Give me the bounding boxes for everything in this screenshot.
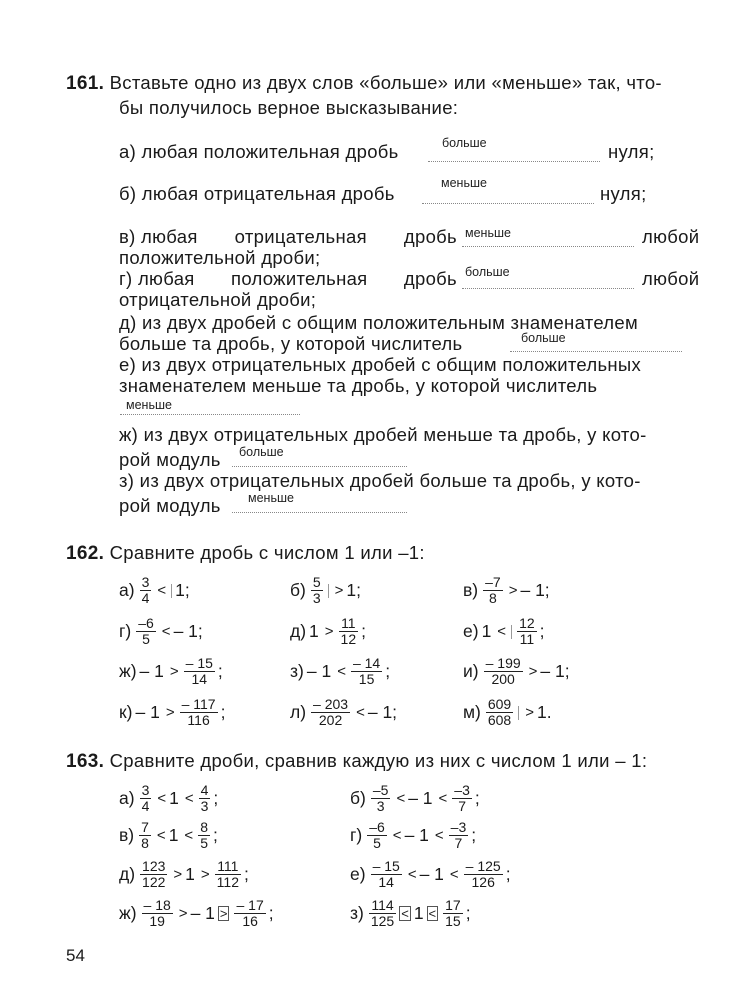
task-161a-text: а) любая положительная дробь xyxy=(119,141,399,162)
fraction xyxy=(136,616,156,647)
task-163-title: Сравните дроби, сравнив каждую из них с числом 1 или – 1: xyxy=(109,750,648,771)
pencil-mark xyxy=(171,584,172,598)
answer-sign: < xyxy=(396,790,406,807)
item-label: м) xyxy=(463,702,481,722)
answer-sign: > xyxy=(165,704,175,721)
denominator: 15 xyxy=(358,671,375,687)
numerator: – 17 xyxy=(236,897,264,913)
numerator: 5 xyxy=(312,574,321,590)
punct: ; xyxy=(465,903,471,923)
task-161z-answer: меньше xyxy=(248,491,294,505)
numerator: – 18 xyxy=(143,897,171,913)
task-161b-end: нуля; xyxy=(600,183,647,204)
task-161v-line1 xyxy=(119,226,457,248)
numerator: –6 xyxy=(138,615,154,631)
task-161a-blank xyxy=(428,161,600,162)
answer-sign: > xyxy=(200,866,210,883)
fraction xyxy=(484,656,523,687)
fraction xyxy=(517,616,537,647)
lhs: 1 xyxy=(309,621,319,641)
fraction xyxy=(449,820,469,851)
task-163b xyxy=(350,783,483,814)
middle: 1 xyxy=(185,864,195,884)
answer-sign: > xyxy=(334,582,344,599)
answer-sign: < xyxy=(337,663,346,680)
punct: ; xyxy=(471,825,477,845)
numerator: 17 xyxy=(445,897,461,913)
punct: ; xyxy=(268,903,274,923)
word: дробь xyxy=(403,268,457,289)
task-162m xyxy=(463,697,555,728)
rhs: – 1; xyxy=(367,702,398,722)
rhs: – 1; xyxy=(540,661,570,681)
task-161z-line1: з) из двух отрицательных дробей больше та дробь, у кото- xyxy=(119,470,641,491)
task-161zh-line1: ж) из двух отрицательных дробей меньше та дробь, у кото- xyxy=(119,424,647,445)
item-label: ж) xyxy=(119,903,137,923)
denominator: 7 xyxy=(454,835,463,851)
lhs: 1 xyxy=(481,621,492,641)
punct: ; xyxy=(539,621,545,641)
task-162l xyxy=(290,697,400,728)
fraction xyxy=(199,783,211,814)
task-162e xyxy=(463,616,548,647)
item-label: з) xyxy=(350,903,364,923)
fraction xyxy=(184,656,215,687)
task-161g-end: любой xyxy=(642,268,700,289)
punct: ; xyxy=(217,661,223,681)
lhs: – 1 xyxy=(306,661,332,681)
item-label: б) xyxy=(290,580,306,600)
denominator: 8 xyxy=(141,835,149,851)
denominator: 19 xyxy=(149,913,165,929)
numerator: –6 xyxy=(369,819,385,835)
punct: ; xyxy=(361,621,366,641)
item-label: л) xyxy=(290,702,307,722)
middle: 1 xyxy=(169,788,179,808)
fraction xyxy=(215,859,241,890)
task-161d-line2: больше та дробь, у которой числитель xyxy=(119,333,463,354)
numerator: 114 xyxy=(369,898,396,914)
task-162v xyxy=(463,575,553,606)
numerator: 8 xyxy=(200,819,208,835)
task-163-header xyxy=(66,750,647,773)
denominator: 15 xyxy=(445,913,461,929)
answer-sign: > xyxy=(525,704,534,721)
item-label: и) xyxy=(463,661,479,681)
word: положительная xyxy=(231,268,368,289)
fraction xyxy=(483,575,503,606)
task-161-intro-line1 xyxy=(66,72,662,95)
answer-sign: < xyxy=(449,866,459,883)
task-161v-end: любой xyxy=(642,226,700,247)
fraction xyxy=(140,783,152,814)
task-161z-line2: рой модуль xyxy=(119,495,221,516)
fraction xyxy=(486,697,513,728)
denominator: 4 xyxy=(141,798,150,814)
fraction xyxy=(367,820,387,851)
fraction xyxy=(140,859,167,890)
answer-sign-boxed: < xyxy=(428,906,437,921)
numerator: –3 xyxy=(454,782,470,798)
numerator: 609 xyxy=(487,696,512,712)
task-162z xyxy=(290,656,393,687)
fraction xyxy=(371,859,402,890)
task-161v-line2: положительной дроби; xyxy=(119,247,321,268)
answer-sign: < xyxy=(407,866,417,883)
task-162k xyxy=(119,697,228,728)
task-161e-line2: знаменателем меньше та дробь, у которой числитель xyxy=(119,375,598,396)
item-label: г) xyxy=(119,621,132,641)
numerator: – 15 xyxy=(185,655,213,671)
item-label: к) xyxy=(119,702,133,722)
numerator: – 125 xyxy=(465,858,501,874)
answer-sign: < xyxy=(157,790,167,807)
denominator: 608 xyxy=(487,712,512,728)
denominator: 5 xyxy=(373,835,381,851)
fraction xyxy=(311,575,323,606)
answer-sign-boxed: < xyxy=(401,906,409,921)
pencil-mark xyxy=(328,584,329,598)
numerator: 3 xyxy=(141,574,150,590)
task-161e-blank xyxy=(120,414,300,415)
task-161g-blank xyxy=(462,288,634,289)
task-162b xyxy=(290,575,364,606)
denominator: 112 xyxy=(216,874,239,890)
page-number: 54 xyxy=(66,946,85,965)
task-161e-answer: меньше xyxy=(126,398,172,412)
rhs: – 1; xyxy=(173,621,203,641)
task-161a-end: нуля; xyxy=(608,141,655,162)
denominator: 11 xyxy=(519,631,535,647)
task-161d-blank xyxy=(510,351,682,352)
fraction xyxy=(339,616,359,647)
numerator: 7 xyxy=(141,819,149,835)
numerator: 111 xyxy=(215,859,241,875)
denominator: 5 xyxy=(200,835,208,851)
numerator: – 14 xyxy=(352,655,381,671)
item-label: а) xyxy=(119,788,135,808)
numerator: 12 xyxy=(519,615,535,631)
answer-sign: < xyxy=(184,790,194,807)
answer-sign: < xyxy=(157,582,167,599)
numerator: 11 xyxy=(339,616,359,632)
task-161a-answer: больше xyxy=(442,136,487,150)
task-163d xyxy=(119,859,252,890)
answer-sign: < xyxy=(392,827,402,844)
item-label: е) xyxy=(350,864,366,884)
fraction xyxy=(234,898,265,929)
item-label: ж) xyxy=(119,661,137,681)
fraction xyxy=(351,656,382,687)
item-label: е) xyxy=(463,621,479,641)
numerator: 3 xyxy=(141,782,150,798)
middle: 1 xyxy=(413,903,424,923)
task-161v-blank xyxy=(462,246,634,247)
fraction xyxy=(142,898,173,929)
denominator: 8 xyxy=(489,590,497,606)
answer-sign: > xyxy=(169,663,179,680)
middle: – 1 xyxy=(419,864,444,884)
denominator: 122 xyxy=(142,874,166,890)
task-161-number: 161. xyxy=(66,73,105,94)
lhs: – 1 xyxy=(135,702,160,722)
task-162zh xyxy=(119,656,226,687)
answer-sign: > xyxy=(178,905,188,922)
task-162d xyxy=(290,616,369,647)
fraction xyxy=(369,898,396,929)
task-163g xyxy=(350,820,479,851)
middle: 1 xyxy=(168,825,179,845)
numerator: – 117 xyxy=(181,696,216,712)
item-label: д) xyxy=(119,864,136,884)
denominator: 14 xyxy=(378,874,394,890)
numerator: 4 xyxy=(200,782,209,798)
denominator: 116 xyxy=(187,712,210,728)
answer-sign: > xyxy=(324,623,334,640)
task-161b-text: б) любая отрицательная дробь xyxy=(119,183,395,204)
task-161z-blank xyxy=(232,512,407,513)
punct: ; xyxy=(385,661,391,681)
task-161e-line1: е) из двух отрицательных дробей с общим положительных xyxy=(119,354,642,375)
denominator: 3 xyxy=(376,798,385,814)
answer-sign: < xyxy=(184,827,194,844)
task-161g-answer: больше xyxy=(465,265,510,279)
task-162-title: Сравните дробь с числом 1 или –1: xyxy=(109,542,425,563)
task-163a xyxy=(119,783,221,814)
denominator: 4 xyxy=(141,590,150,606)
fraction xyxy=(311,697,350,728)
denominator: 16 xyxy=(242,913,258,929)
task-161zh-blank xyxy=(232,466,407,467)
punct: ; xyxy=(213,788,219,808)
task-161-intro-line2: бы получилось верное высказывание: xyxy=(119,97,459,118)
item-label: б) xyxy=(350,788,366,808)
task-162-number: 162. xyxy=(66,543,105,564)
numerator: 123 xyxy=(142,858,166,874)
rhs: 1; xyxy=(346,580,362,600)
task-162g xyxy=(119,616,206,647)
numerator: – 203 xyxy=(313,696,349,712)
item-label: в) xyxy=(119,825,135,845)
item-label: д) xyxy=(290,621,307,641)
word: г) любая xyxy=(119,268,195,289)
answer-sign: > xyxy=(508,582,518,599)
fraction xyxy=(198,820,210,851)
middle: – 1 xyxy=(408,788,433,808)
task-161b-answer: меньше xyxy=(441,176,487,190)
answer-sign: < xyxy=(161,623,171,640)
fraction xyxy=(140,575,152,606)
task-163e xyxy=(350,859,514,890)
fraction xyxy=(443,898,463,929)
answer-sign: < xyxy=(497,623,507,640)
denominator: 202 xyxy=(318,712,343,728)
punct: ; xyxy=(505,864,511,884)
task-163v xyxy=(119,820,221,851)
task-163-number: 163. xyxy=(66,751,105,772)
denominator: 200 xyxy=(491,671,515,687)
fraction xyxy=(180,697,218,728)
denominator: 126 xyxy=(471,874,495,890)
denominator: 3 xyxy=(312,590,321,606)
answer-sign: < xyxy=(156,827,166,844)
word: отрицательная xyxy=(234,226,367,247)
middle: – 1 xyxy=(190,903,215,923)
task-161zh-answer: больше xyxy=(239,445,284,459)
denominator: 3 xyxy=(200,798,209,814)
answer-sign: < xyxy=(356,704,365,721)
fraction xyxy=(464,859,503,890)
punct: ; xyxy=(244,864,249,884)
word: дробь xyxy=(403,226,457,247)
task-162a xyxy=(119,575,193,606)
fraction xyxy=(452,783,472,814)
punct: ; xyxy=(212,825,218,845)
task-161zh-line2: рой модуль xyxy=(119,449,221,470)
denominator: 12 xyxy=(340,631,357,647)
punct: ; xyxy=(474,788,480,808)
denominator: 125 xyxy=(370,913,395,929)
pencil-mark xyxy=(518,706,519,720)
task-161d-line1: д) из двух дробей с общим положительным знаменателем xyxy=(119,312,638,333)
numerator: – 15 xyxy=(372,858,400,874)
numerator: –7 xyxy=(485,574,501,590)
item-label: а) xyxy=(119,580,135,600)
answer-sign: > xyxy=(173,866,183,883)
numerator: – 199 xyxy=(485,655,521,671)
denominator: 14 xyxy=(191,671,208,687)
answer-sign-boxed: > xyxy=(219,906,228,921)
denominator: 7 xyxy=(458,798,466,814)
fraction xyxy=(139,820,151,851)
rhs: 1. xyxy=(536,702,552,722)
word: в) любая xyxy=(119,226,198,247)
task-161g-line2: отрицательной дроби; xyxy=(119,289,317,310)
task-161b-blank xyxy=(422,203,594,204)
task-161-text: Вставьте одно из двух слов «больше» или «меньше» так, что- xyxy=(109,72,662,93)
task-161v-answer: меньше xyxy=(465,226,511,240)
answer-sign: < xyxy=(438,790,448,807)
middle: – 1 xyxy=(404,825,429,845)
item-label: з) xyxy=(290,661,304,681)
task-163zh xyxy=(119,898,277,929)
task-161g-line1 xyxy=(119,268,457,290)
task-162-header xyxy=(66,542,425,565)
item-label: г) xyxy=(350,825,363,845)
pencil-mark xyxy=(511,625,512,639)
task-162i xyxy=(463,656,573,687)
task-161d-answer: больше xyxy=(521,331,566,345)
answer-sign: < xyxy=(434,827,444,844)
numerator: –5 xyxy=(372,782,389,798)
punct: ; xyxy=(220,702,226,722)
fraction xyxy=(371,783,391,814)
item-label: в) xyxy=(463,580,479,600)
lhs: – 1 xyxy=(139,661,164,681)
rhs: – 1; xyxy=(520,580,550,600)
rhs: 1; xyxy=(175,580,190,600)
answer-sign: > xyxy=(528,663,538,680)
numerator: –3 xyxy=(450,819,467,835)
denominator: 5 xyxy=(142,631,150,647)
task-163z xyxy=(350,898,474,929)
